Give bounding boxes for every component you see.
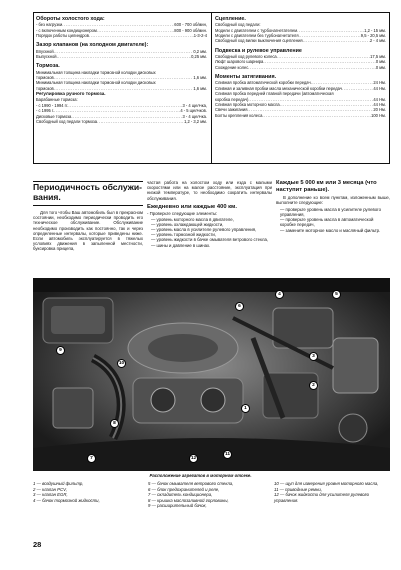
spec-row: Сливная и заливная пробки масла механической коробки передач ..... 44 Нм. <box>215 86 386 91</box>
callout-12: 12 <box>190 456 197 461</box>
spec-row: Схождение колес ..... 0 мм. <box>215 65 386 70</box>
legend-item: 6 — блок предохранителей и реле, <box>148 486 220 492</box>
drum-label: Барабанные тормоза: <box>36 97 78 103</box>
spec-row: тормозов ..... 1,6 мм. <box>36 75 207 80</box>
legend-item: 7 — охладитель кондиционера, <box>148 492 213 497</box>
legend-item: 2 — клапан PCV, <box>33 486 67 492</box>
spec-text: Минимальная толщина накладки тормозной колодки дисковых <box>36 80 156 86</box>
spec-row: Модели с двигателем без турбонагнетателя ..... 9,5 - 20,5 мм. <box>215 33 386 38</box>
spec-row: Модели с двигателем с турбонагнетателем ..... 1,2 - 15 мм. <box>215 28 386 33</box>
callout-10: 10 <box>118 361 125 366</box>
torque-title: Моменты затягивания. <box>215 74 277 81</box>
brakes-title: Тормоза. <box>36 63 60 70</box>
legend-col3 <box>274 481 390 503</box>
valve-title: Зазор клапанов (на холодном двигателе): <box>36 42 149 49</box>
idle-title: Обороты холостого хода: <box>36 16 105 22</box>
spec-row: Свободный ход вилки выключения сцепления ..... 2 - 4 мм. <box>215 38 386 43</box>
spec-row: Порядок работы цилиндров ..... 1-3-2-4 <box>36 33 207 38</box>
article-col2 <box>147 180 272 248</box>
spec-row: Дисковые тормоза ..... 3 - 4 щелчка. <box>36 114 207 119</box>
spec-text: Сливная пробка передней главной передачи (автоматическая <box>215 91 334 97</box>
clutch-title: Сцепление. <box>215 16 246 22</box>
spec-row: коробка передач) ..... 44 Нм. <box>215 97 386 102</box>
legend-item: 11 — приводные ремни, <box>274 486 322 492</box>
legend-item: 9 — расширительный бачок, <box>148 503 207 508</box>
callout-11: 11 <box>224 452 231 457</box>
specs-divider <box>211 12 212 164</box>
spec-row: Сливная пробка автоматической коробки передач ..... 24 Нм. <box>215 80 386 85</box>
list-item: — шины и давление в шинах. <box>151 242 211 248</box>
legend-col1 <box>33 481 133 503</box>
list-item: — замените моторное масло и масляный фильтр. <box>280 227 381 233</box>
legend-item: 1 — воздушный фильтр, <box>33 481 84 486</box>
callout-9: 9 <box>56 346 65 355</box>
callout-1: 1 <box>241 404 250 413</box>
callout-3: 3 <box>309 352 318 361</box>
article-col1 <box>33 210 143 253</box>
legend-item: 5 — бачок омывателя ветрового стекла, <box>148 481 234 486</box>
spec-row: - без нагрузки ..... 600 - 700 об/мин, <box>36 22 207 27</box>
legend-col2 <box>148 481 268 509</box>
list-item: — уровень моторного масла в двигателе, <box>151 216 234 222</box>
callout-7: 7 <box>87 454 96 463</box>
spec-text: Минимальная толщина накладки тормозной колодки дисковых <box>36 69 156 75</box>
legend-item: 12 — бачок жидкости для усилителя рулевого управления. <box>274 492 369 503</box>
list-item: — проверьте уровень масла в усилителе рулевого управления, <box>280 206 381 217</box>
article-title-rule <box>33 205 143 206</box>
callout-2: 2 <box>309 381 318 390</box>
spec-row: - с 1995 г. ..... 4 - 5 щелчков. <box>36 108 207 113</box>
legend-item: 4 — бачок тормозной жидкости, <box>33 497 100 503</box>
specs-left <box>36 16 207 125</box>
callout-8: 8 <box>110 419 119 428</box>
figure-caption: Расположение агрегатов в моторном отсеке. <box>149 473 252 478</box>
engine-bay-illustration <box>33 278 390 471</box>
spec-row: Выпускной ..... 0,25 мм. <box>36 54 207 59</box>
spec-row: Свободный ход рулевого колеса ..... 17,5 мм. <box>215 54 386 59</box>
spec-row: - с 1990 - 1994 гг. ..... 3 - 4 щелчка, <box>36 103 207 108</box>
legend-item: 8 — крышка маслозаливной горловины, <box>148 497 229 503</box>
callout-6: 6 <box>235 302 244 311</box>
spec-row: Свободный ход педали тормоза ..... 1,2 - 3,2 мм. <box>36 119 207 124</box>
spec-row: Люфт шарового шарнира ..... 0 мм. <box>215 59 386 64</box>
list-item: — проверьте уровень масла в автоматической коробке передач, <box>280 217 374 228</box>
spec-row: Свечи зажигания ..... 20 Нм. <box>215 107 386 112</box>
spec-row: Болты крепления колеса ..... 100 Нм. <box>215 113 386 118</box>
list-item: — уровень тормозной жидкости, <box>151 232 216 238</box>
page-number: 28 <box>33 540 42 549</box>
parking-title: Регулировка ручного тормоза. <box>36 91 106 97</box>
list-item: — уровень жидкости в бачке омывателя ветрового стекла, <box>151 237 269 243</box>
spec-text: Свободный ход педали: <box>215 22 261 28</box>
specs-right <box>215 16 386 118</box>
callout-4: 4 <box>275 290 284 299</box>
article-col3 <box>276 180 390 233</box>
steering-title: Подвеска и рулевое управление <box>215 47 302 54</box>
daily-heading: Ежедневно или каждые 400 км. <box>147 203 237 210</box>
list-item: — уровень охлаждающей жидкости, <box>151 221 224 227</box>
spec-row: Сливная пробка моторного масла ..... 44 Нм. <box>215 102 386 107</box>
article-title: Периодичность обслужи-вания. <box>33 182 143 202</box>
list-item: — уровень масла в усилителе рулевого управления, <box>151 227 257 233</box>
lead: - Проверьте следующие элементы: <box>147 211 218 217</box>
legend-item: 10 — щуп для измерения уровня моторного масла, <box>274 481 379 486</box>
spec-row: Впускной ..... 0,2 мм. <box>36 49 207 54</box>
legend-item: 3 — клапан EGR, <box>33 492 68 497</box>
callout-5: 5 <box>332 290 341 299</box>
paragraph: частая работа на холостом ходу или езда с малыми скоростями или на малое расстояние, эксплуатация при низкой температуре, то необходимо сократить интервалы обслуживания. <box>147 180 272 201</box>
engine-bay-photo <box>33 278 390 471</box>
interval-heading: Каждые 5 000 км или 3 месяца (что наступит раньше). <box>276 180 377 193</box>
spec-row: - с включенным кондиционером ..... 800 - 900 об/мин. <box>36 28 207 33</box>
paragraph: В дополнение ко всем пунктам, изложенным выше, выполните следующие: <box>276 195 390 206</box>
paragraph: Для того чтобы Ваш автомобиль был в прекрасном состоянии, необходимо периодически проводить его техническое обслуживание. Обслуживание необходимо производить как постоянно, так и через определенные интервалы, которые приведены ниже. Если автомобиль эксплуатируется в тяжелых условиях движения в запыленной местности, буксировка прицепа, <box>33 210 143 252</box>
spec-row: тормозов ..... 1,6 мм. <box>36 86 207 91</box>
